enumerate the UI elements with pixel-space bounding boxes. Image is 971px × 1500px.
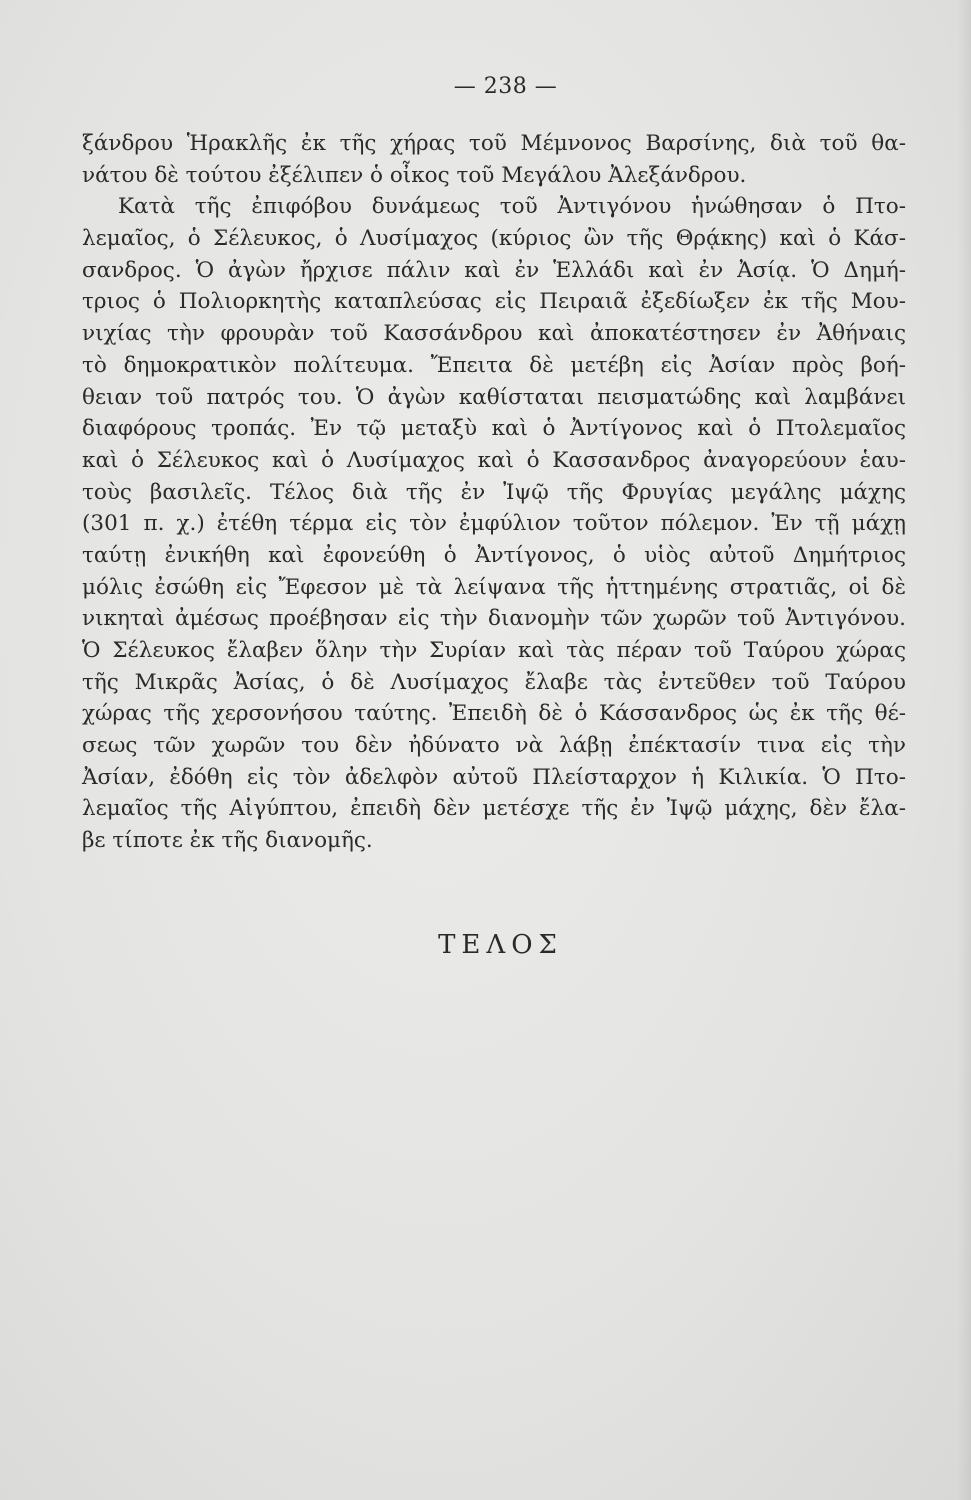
end-mark: ΤΕΛΟΣ xyxy=(438,930,563,960)
page-number: — 238 — xyxy=(453,74,558,99)
text-line: Ὁ Σέλευκος ἔλαβεν ὅλην τὴν Συρίαν καὶ τὰς πέραν τοῦ Ταύρου χώρας xyxy=(82,638,906,663)
text-line: τοὺς βασιλεῖς. Τέλος διὰ τῆς ἐν Ἰψῷ τῆς Φρυγίας μεγάλης μάχης xyxy=(82,479,906,505)
text-line: (301 π. χ.) ἐτέθη τέρμα εἰς τὸν ἐμφύλιον τοῦτον πόλεμον. Ἐν τῇ μάχῃ xyxy=(82,511,906,537)
text-line: Ἀσίαν, ἐδόθη εἰς τὸν ἀδελφὸν αὐτοῦ Πλείσταρχον ἡ Κιλικία. Ὁ Πτο- xyxy=(82,764,906,790)
text-line: ξάνδρου Ἡρακλῆς ἐκ τῆς χήρας τοῦ Μέμνονος Βαρσίνης, διὰ τοῦ θα- xyxy=(82,131,906,156)
text-line: τῆς Μικρᾶς Ἀσίας, ὁ δὲ Λυσίμαχος ἔλαβε τὰς ἐντεῦθεν τοῦ Ταύρου xyxy=(82,669,906,695)
text-line: σεως τῶν χωρῶν του δὲν ἠδύνατο νὰ λάβῃ ἐπέκτασίν τινα εἰς τὴν xyxy=(82,733,906,759)
text-line: τὸ δημοκρατικὸν πολίτευμα. Ἔπειτα δὲ μετέβη εἰς Ἀσίαν πρὸς βοή- xyxy=(82,352,906,378)
page-edge-shadow xyxy=(957,0,971,1500)
body-text xyxy=(82,128,906,857)
text-line: βε τίποτε ἐκ τῆς διανομῆς. xyxy=(82,828,373,854)
text-line: ταύτῃ ἐνικήθη καὶ ἐφονεύθη ὁ Ἀντίγονος, ὁ υἱὸς αὐτοῦ Δημήτριος xyxy=(82,542,906,568)
text-line: διαφόρους τροπάς. Ἐν τῷ μεταξὺ καὶ ὁ Ἀντίγονος καὶ ὁ Πτολεμαῖος xyxy=(82,416,906,442)
text-line: νάτου δὲ τούτου ἐξέλιπεν ὁ οἶκος τοῦ Μεγάλου Ἀλεξάνδρου. xyxy=(82,162,747,188)
text-line: νιχίας τὴν φρουρὰν τοῦ Κασσάνδρου καὶ ἀποκατέστησεν ἐν Ἀθήναις xyxy=(82,321,906,347)
text-line: μόλις ἐσώθη εἰς Ἔφεσον μὲ τὰ λείψανα τῆς ἡττημένης στρατιᾶς, οἱ δὲ xyxy=(82,574,906,600)
text-line: σανδρος. Ὁ ἀγὼν ἤρχισε πάλιν καὶ ἐν Ἑλλάδι καὶ ἐν Ἀσίᾳ. Ὁ Δημή- xyxy=(82,257,906,283)
text-line: καὶ ὁ Σέλευκος καὶ ὁ Λυσίμαχος καὶ ὁ Κασσανδρος ἀναγορεύουν ἑαυ- xyxy=(82,447,906,473)
text-line: χώρας τῆς χερσονήσου ταύτης. Ἐπειδὴ δὲ ὁ Κάσσανδρος ὡς ἐκ τῆς θέ- xyxy=(82,701,906,727)
text-line: νικηταὶ ἀμέσως προέβησαν εἰς τὴν διανομὴν τῶν χωρῶν τοῦ Ἀντιγόνου. xyxy=(82,606,906,632)
text-line: θειαν τοῦ πατρός του. Ὁ ἀγὼν καθίσταται πεισματώδης καὶ λαμβάνει xyxy=(82,384,906,410)
text-line: Κατὰ τῆς ἐπιφόβου δυνάμεως τοῦ Ἀντιγόνου ἡνώθησαν ὁ Πτο- xyxy=(118,194,906,220)
text-line: λεμαῖος τῆς Αἰγύπτου, ἐπειδὴ δὲν μετέσχε τῆς ἐν Ἰψῷ μάχης, δὲν ἔλα- xyxy=(82,796,906,822)
text-line: λεμαῖος, ὁ Σέλευκος, ὁ Λυσίμαχος (κύριος ὢν τῆς Θρᾴκης) καὶ ὁ Κάσ- xyxy=(82,226,906,252)
text-line: τριος ὁ Πολιορκητὴς καταπλεύσας εἰς Πειραιᾶ ἐξεδίωξεν ἐκ τῆς Μου- xyxy=(82,289,906,315)
